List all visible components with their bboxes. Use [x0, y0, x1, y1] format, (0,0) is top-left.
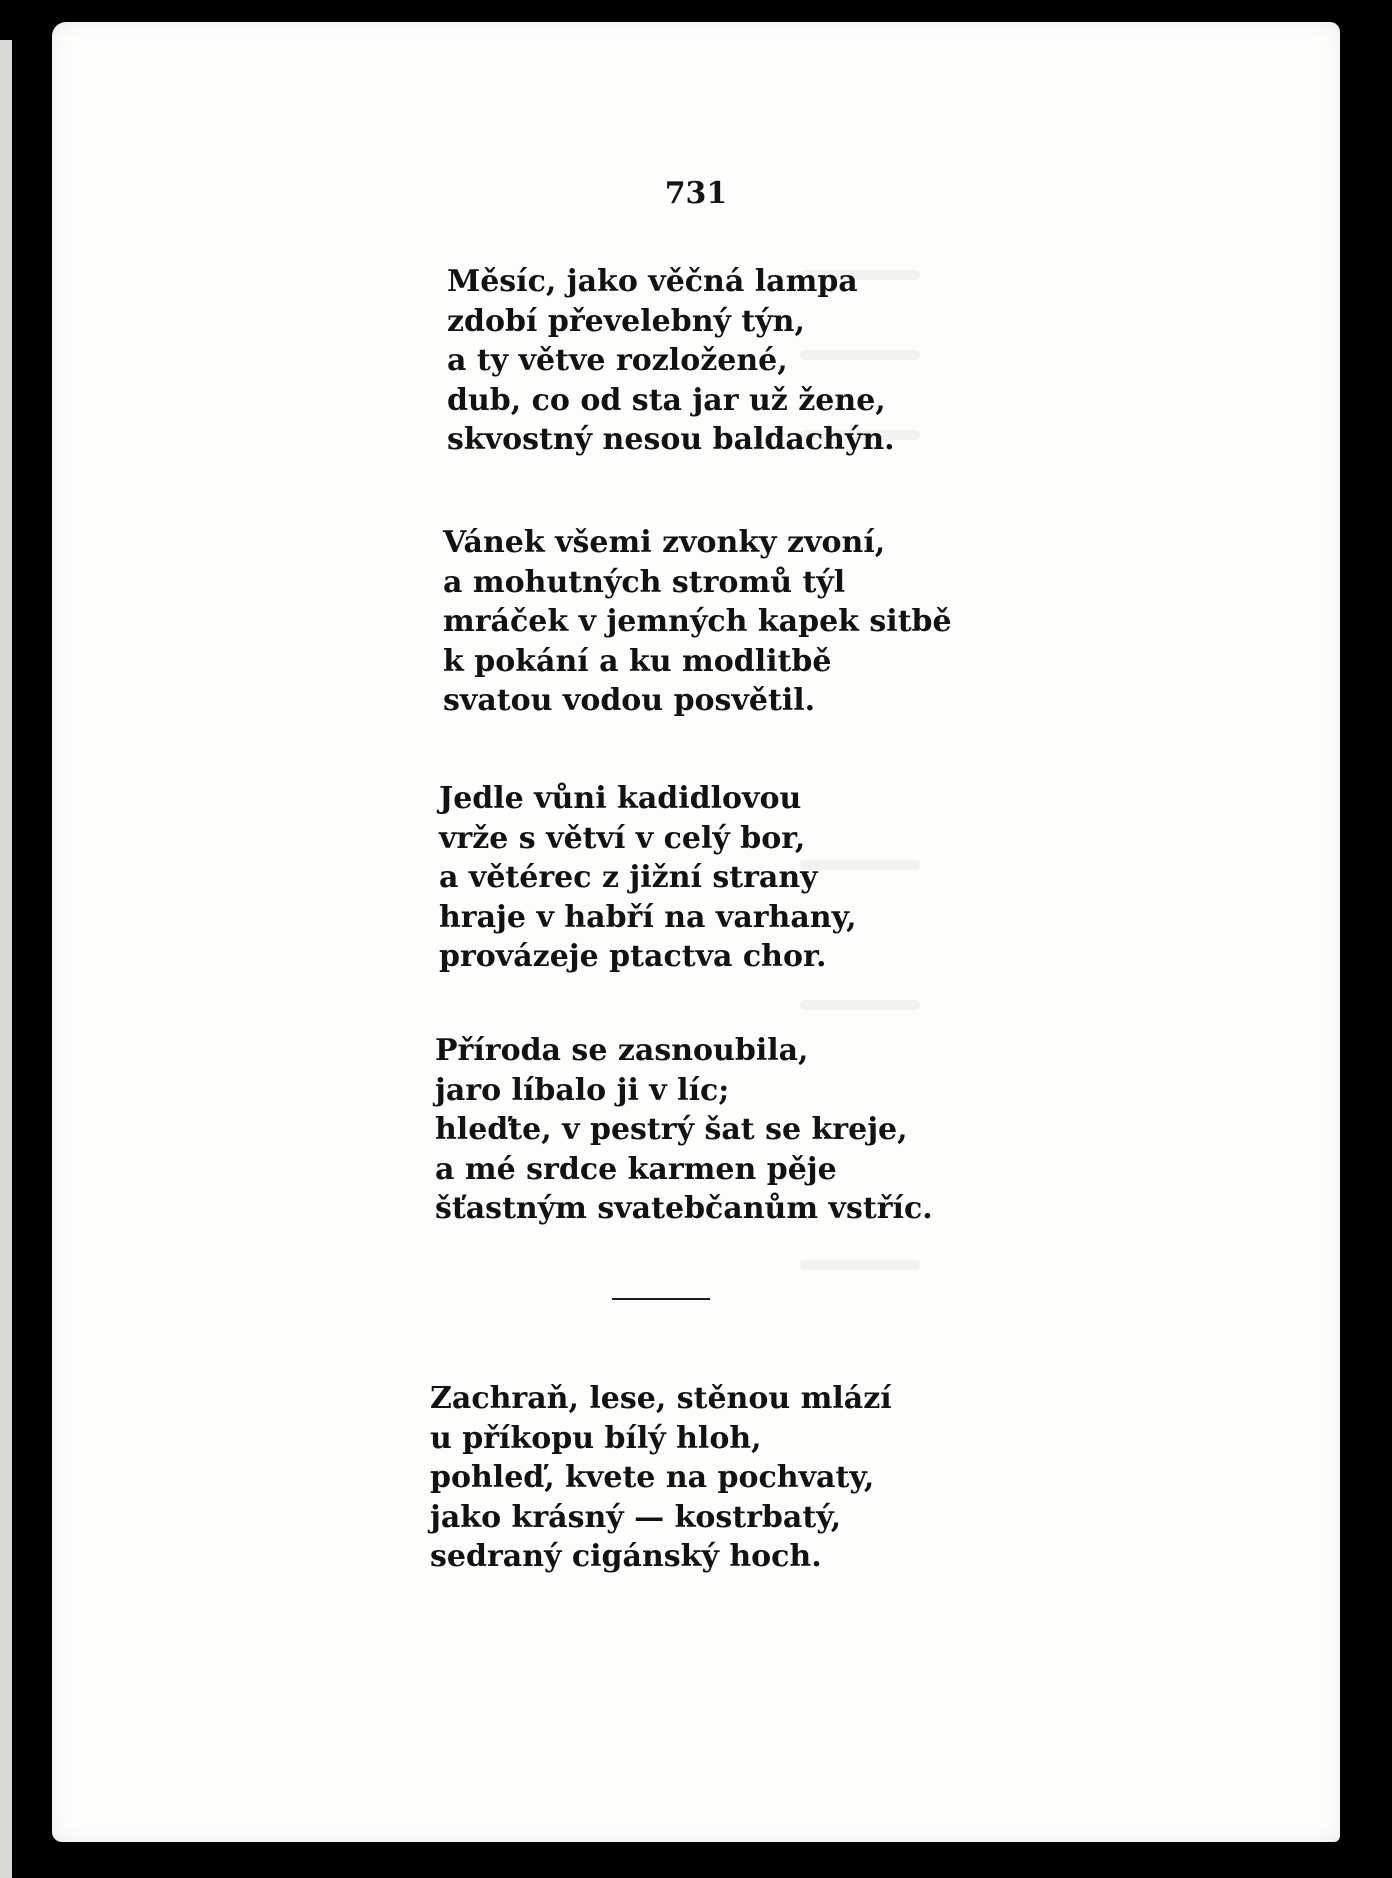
- stanza-1: [447, 262, 895, 460]
- verse-line: provázeje ptactva chor.: [439, 939, 827, 974]
- verse-line: jaro líbalo ji v líc;: [435, 1072, 730, 1108]
- verse-line: Zachraň, lese, stěnou mlází: [430, 1381, 892, 1416]
- verse-line: a mohutných stromů týl: [443, 564, 846, 600]
- stanza-3: [439, 779, 857, 977]
- page-number: 731: [664, 176, 728, 211]
- verse-line: sedraný cigánský hoch.: [430, 1539, 822, 1574]
- verse-line: mráček v jemných kapek sitbě: [443, 604, 952, 639]
- section-divider: [612, 1298, 710, 1300]
- verse-line: svatou vodou posvětil.: [443, 683, 816, 718]
- verse-line: vrže s větví v celý bor,: [439, 820, 806, 856]
- verse-line: skvostný nesou baldachýn.: [447, 422, 895, 457]
- verse-line: hleďte, v pestrý šat se kreje,: [435, 1112, 908, 1147]
- stanza-4: [435, 1031, 933, 1229]
- verse-line: Jedle vůni kadidlovou: [439, 781, 802, 816]
- verse-line: k pokání a ku modlitbě: [443, 643, 832, 679]
- verse-line: a mé srdce karmen pěje: [435, 1151, 837, 1187]
- verse-line: hraje v habří na varhany,: [439, 899, 857, 935]
- verse-line: pohleď, kvete na pochvaty,: [430, 1460, 875, 1495]
- verse-line: a ty větve rozložené,: [447, 343, 788, 378]
- stanza-2: [443, 523, 952, 721]
- verse-line: dub, co od sta jar už žene,: [447, 382, 886, 418]
- show-through-text: [800, 1000, 920, 1010]
- verse-line: u příkopu bílý hloh,: [430, 1420, 762, 1456]
- verse-line: Měsíc, jako věčná lampa: [447, 264, 858, 299]
- verse-line: zdobí převelebný týn,: [447, 303, 805, 339]
- verse-line: šťastným svatebčanům vstříc.: [435, 1191, 933, 1226]
- verse-line: Vánek všemi zvonky zvoní,: [443, 525, 886, 560]
- verse-line: a větérec z jižní strany: [439, 860, 818, 895]
- verse-line: Příroda se zasnoubila,: [435, 1033, 809, 1068]
- show-through-text: [800, 1260, 920, 1270]
- stanza-5: [430, 1379, 892, 1577]
- verse-line: jako krásný — kostrbatý,: [430, 1499, 842, 1535]
- left-page-edge: [0, 40, 12, 1878]
